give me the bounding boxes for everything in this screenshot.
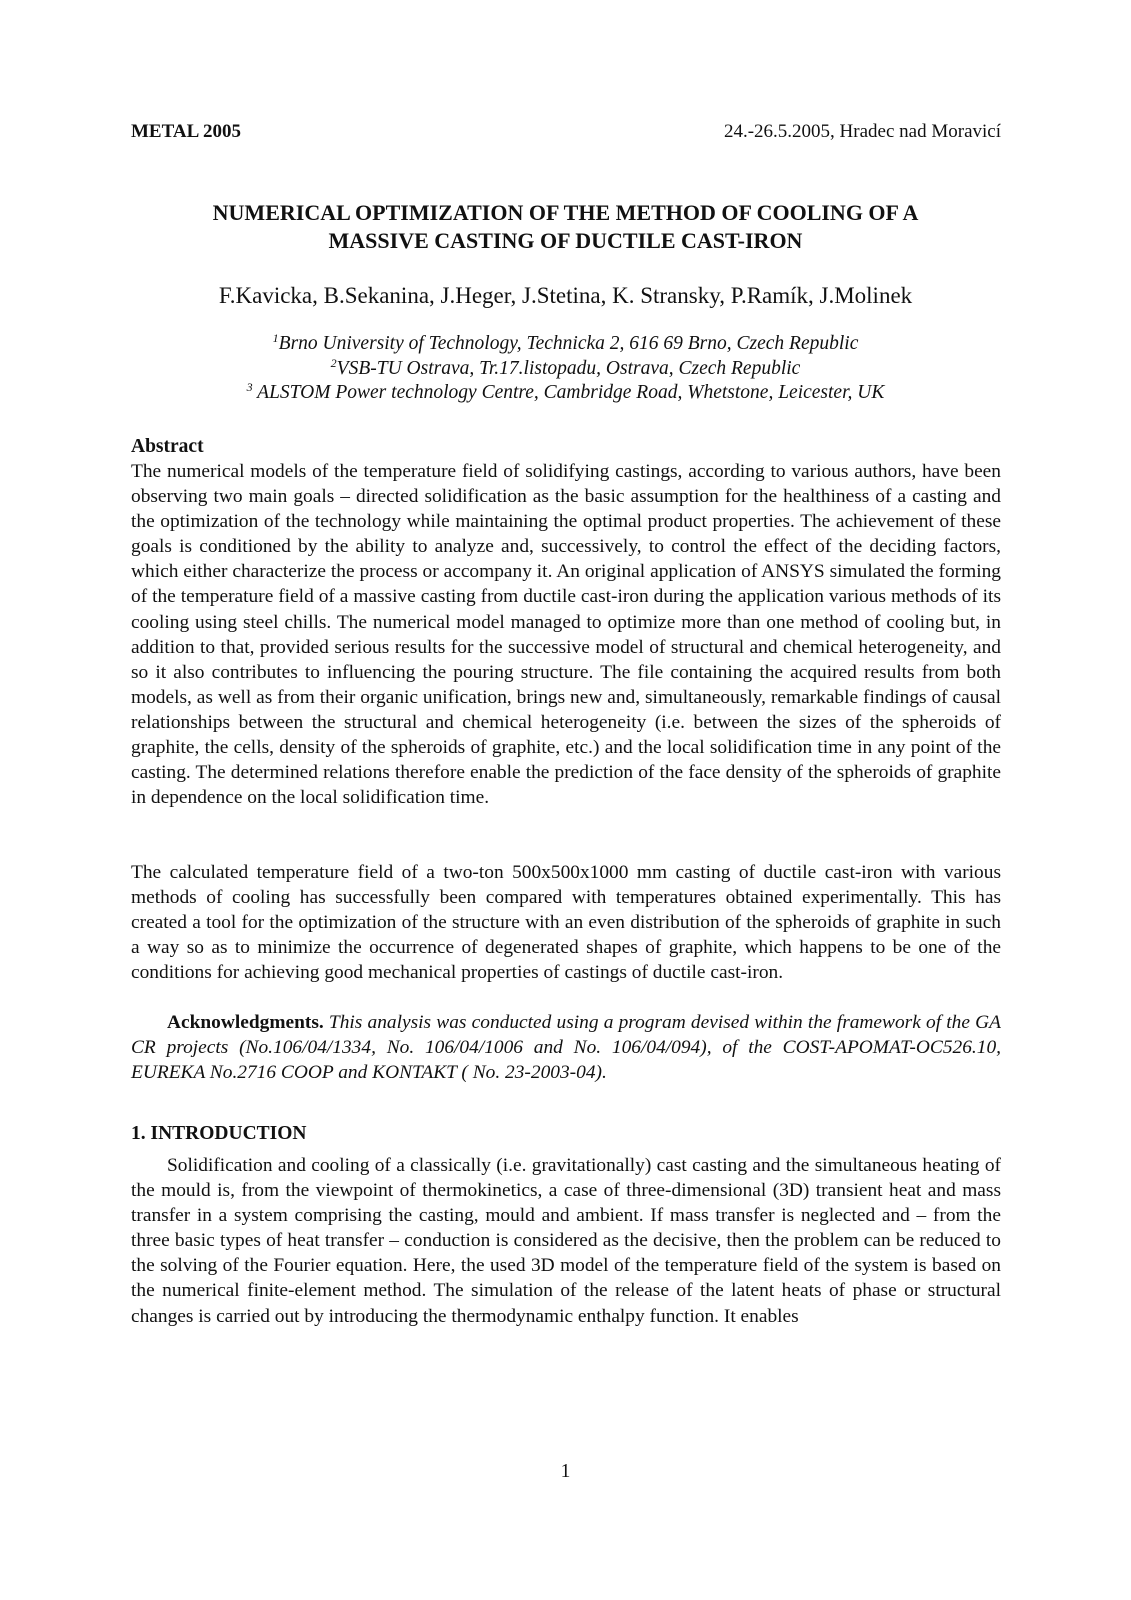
title-line-2: MASSIVE CASTING OF DUCTILE CAST-IRON [328,228,803,253]
affiliation-marker: 1 [272,331,279,345]
affiliation-marker: 2 [330,355,337,370]
affiliation-3 [80,381,1051,406]
affiliations [80,332,1051,406]
acknowledgments-paragraph [131,1010,1001,1085]
title-line-1: NUMERICAL OPTIMIZATION OF THE METHOD OF COOLING OF A [212,200,919,225]
abstract-heading: Abstract [131,436,204,457]
abstract-paragraph-2: The calculated temperature field of a two-ton 500x500x1000 mm casting of ductile cast-iron with various methods of cooling has successfully been compared with temperatures obtained experimentally. This has created a tool for the optimization of the structure with an even distribution of the spheroids of graphite in such a way so as to minimize the occurrence of degenerated shapes of graphite, which happens to be one of the conditions for achieving good mechanical properties of castings of ductile cast-iron. [131,862,1001,984]
affiliation-2 [80,357,1051,382]
paper-title [100,199,1031,255]
conference-name: METAL 2005 [131,121,241,142]
author-list: F.Kavicka, B.Sekanina, J.Heger, J.Stetina, K. Stransky, P.Ramík, J.Molinek [218,283,913,308]
affiliation-text: Brno University of Technology, Technicka 2, 616 69 Brno, Czech Republic [278,333,859,354]
acknowledgments-text: This analysis was conducted using a program devised within the framework of the GA CR projects (No.106/04/1334, No. 106/04/1006 and No. 106/04/094), of the COST-APOMAT-OC526.10, EUREKA No.2716 COOP and KONTAKT ( No. 23-2003-04). [131,1012,1001,1084]
abstract-paragraph-1: The numerical models of the temperature field of solidifying castings, according to various authors, have been observing two main goals – directed solidification as the basic assumption for the healthiness of a casting and the optimization of the technology while maintaining the optimal product properties. The achievement of these goals is conditioned by the ability to analyze and, successively, to control the effect of the deciding factors, which either characterize the process or accompany it. An original application of ANSYS simulated the forming of the temperature field of a massive casting from ductile cast-iron during the application various methods of its cooling using steel chills. The numerical model managed to optimize more than one method of cooling but, in addition to that, provided serious results for the successive model of structural and chemical heterogeneity, and so it also contributes to influencing the pouring structure. The file containing the acquired results from both models, as well as from their organic unification, brings new and, simultaneously, remarkable findings of causal relationships between the structural and chemical heterogeneity (i.e. between the sizes of the spheroids of graphite, the cells, density of the spheroids of graphite, etc.) and the local solidification time in any point of the casting. The determined relations therefore enable the prediction of the face density of the spheroids of graphite in dependence on the local solidification time. [131,461,1001,809]
section-heading-introduction: 1. INTRODUCTION [131,1123,307,1144]
affiliation-text: ALSTOM Power technology Centre, Cambridge Road, Whetstone, Leicester, UK [252,382,885,403]
conference-date-place: 24.-26.5.2005, Hradec nad Moravicí [723,121,1001,142]
affiliation-1 [80,332,1051,357]
page-number: 1 [560,1461,571,1482]
acknowledgments-label: Acknowledgments. [167,1012,324,1033]
affiliation-marker: 3 [246,380,253,394]
introduction-paragraph: Solidification and cooling of a classically (i.e. gravitationally) cast casting and the simultaneous heating of the mould is, from the viewpoint of thermokinetics, a case of three-dimensional (3D) transient heat and mass transfer in a system comprising the casting, mould and ambient. If mass transfer is neglected and – from the three basic types of heat transfer – conduction is considered as the decisive, then the problem can be reduced to the solving of the Fourier equation. Here, the used 3D model of the temperature field of the system is based on the numerical finite-element method. The simulation of the release of the latent heats of phase or structural changes is carried out by introducing the thermodynamic enthalpy function. It enables [131,1155,1001,1327]
running-header [131,120,1001,144]
affiliation-text: VSB-TU Ostrava, Tr.17.listopadu, Ostrava, Czech Republic [336,357,801,379]
